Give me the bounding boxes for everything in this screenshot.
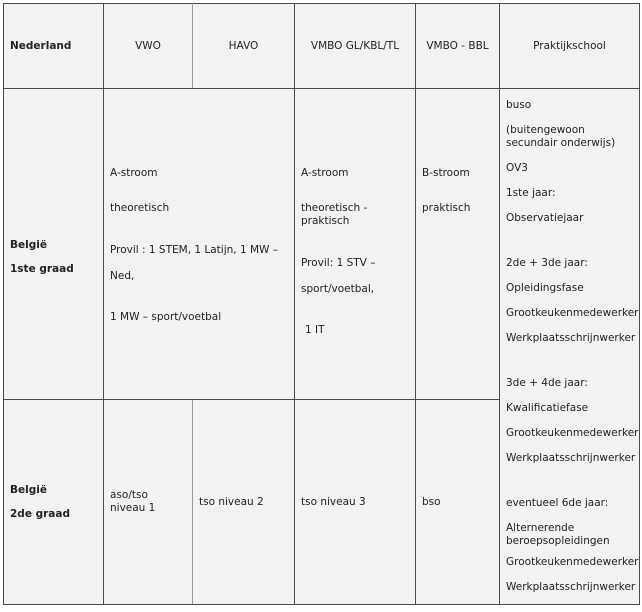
- year6-job1: Grootkeukenmedewerker: [506, 556, 639, 568]
- header-vmbo-bbl: VMBO - BBL: [416, 4, 500, 89]
- row-label-country: België: [10, 484, 47, 496]
- year6-heading: eventueel 6de jaar:: [506, 497, 609, 509]
- cell-havo-2de-graad: tso niveau 2: [193, 400, 295, 605]
- year34-job2: Werkplaatsschrijnwerker: [506, 452, 636, 464]
- cell-praktijkschool: [500, 89, 640, 605]
- type-text: theoretisch -praktisch: [301, 202, 368, 227]
- header-vmbo-gl-kbl-tl: VMBO GL/KBL/TL: [295, 4, 416, 89]
- provil-text: Provil : 1 STEM, 1 Latijn, 1 MW – Ned,: [110, 244, 279, 282]
- row-label-country: België: [10, 239, 47, 251]
- cell-vmbo-gl-1ste-graad: [295, 89, 416, 400]
- cell-vmbo-gl-2de-graad: tso niveau 3: [295, 400, 416, 605]
- cell-vmbo-bbl-2de-graad: bso: [416, 400, 500, 605]
- row-label-grade: 1ste graad: [10, 263, 74, 275]
- year23-phase: Opleidingsfase: [506, 282, 584, 294]
- stream-text: A-stroom: [301, 167, 349, 179]
- extra-text: 1 MW – sport/voetbal: [110, 311, 222, 323]
- education-comparison-table: [3, 3, 640, 605]
- provil-text: Provil: 1 STV – sport/voetbal,: [301, 257, 376, 295]
- year34-heading: 3de + 4de jaar:: [506, 377, 588, 389]
- year23-job2: Werkplaatsschrijnwerker: [506, 332, 636, 344]
- year6-phase: Alternerende beroepsopleidingen: [506, 522, 610, 547]
- year34-job1: Grootkeukenmedewerker: [506, 427, 639, 439]
- header-havo: HAVO: [193, 4, 295, 89]
- header-row: [4, 4, 640, 89]
- year34-phase: Kwalificatiefase: [506, 402, 589, 414]
- year1-heading: 1ste jaar:: [506, 187, 556, 199]
- buso-text: buso: [506, 99, 532, 111]
- year23-heading: 2de + 3de jaar:: [506, 257, 588, 269]
- row-label-1ste-graad: [4, 89, 104, 400]
- year1-item: Observatiejaar: [506, 212, 584, 224]
- row-label-2de-graad: [4, 400, 104, 605]
- extra-text: 1 IT: [305, 324, 325, 336]
- header-vwo: VWO: [104, 4, 193, 89]
- stream-text: B-stroom: [422, 167, 470, 179]
- buso-full-text: (buitengewoon secundair onderwijs): [506, 124, 616, 149]
- header-praktijkschool: Praktijkschool: [500, 4, 640, 89]
- type-text: theoretisch: [110, 202, 170, 214]
- header-nederland: Nederland: [4, 4, 104, 89]
- row-belgie-1ste-graad: [4, 89, 640, 400]
- ov-text: OV3: [506, 162, 528, 174]
- year23-job1: Grootkeukenmedewerker: [506, 307, 639, 319]
- type-text: praktisch: [422, 202, 471, 214]
- row-label-grade: 2de graad: [10, 508, 70, 520]
- cell-vwo-havo-1ste-graad: [104, 89, 295, 400]
- cell-vmbo-bbl-1ste-graad: [416, 89, 500, 400]
- year6-job2: Werkplaatsschrijnwerker: [506, 581, 636, 593]
- cell-vwo-2de-graad: aso/tso niveau 1: [104, 400, 193, 605]
- stream-text: A-stroom: [110, 167, 158, 179]
